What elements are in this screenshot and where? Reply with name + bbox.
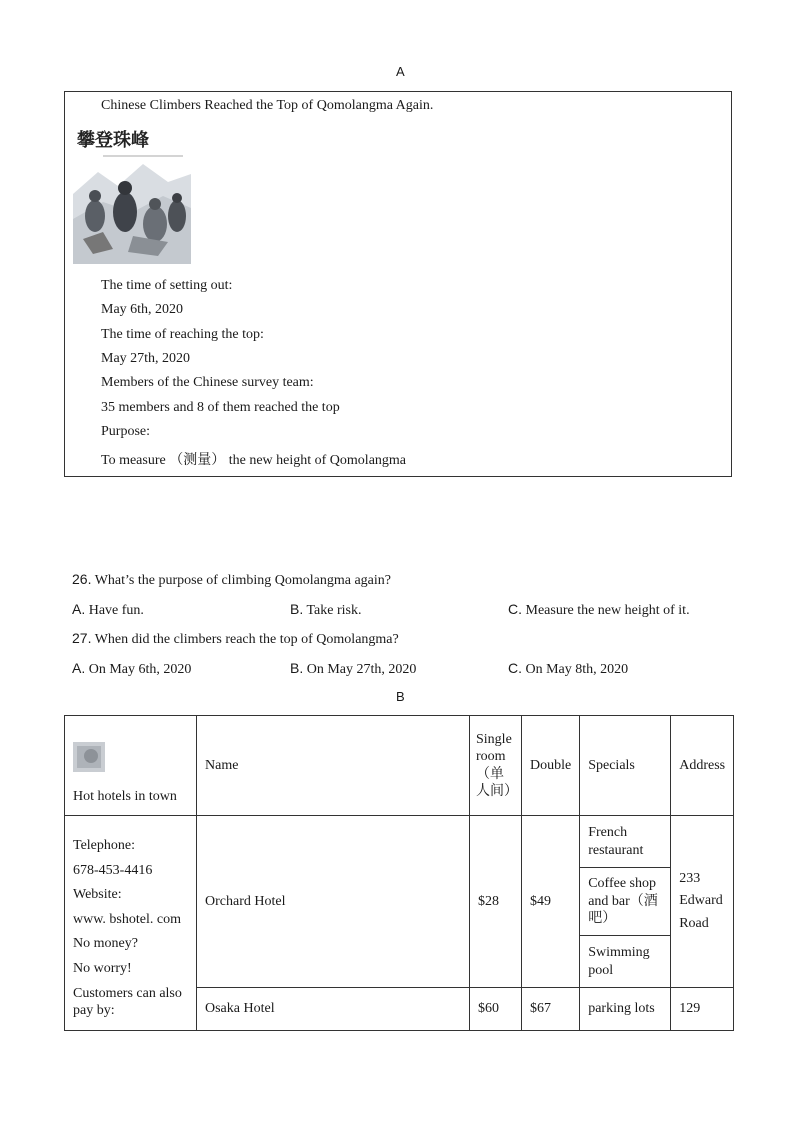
header-hot-hotels-label: Hot hotels in town (73, 788, 177, 804)
q26-option-a[interactable] (72, 601, 144, 619)
contact-cell (65, 816, 197, 1031)
orchard-single-price: $28 (470, 816, 522, 988)
info-line-5: Members of the Chinese survey team: (101, 375, 314, 390)
contact-line-pay-by: Customers can also pay by: (73, 986, 182, 1018)
hotel-table (64, 715, 734, 1031)
section-a-label: A (396, 64, 405, 79)
question-26 (72, 571, 391, 589)
orchard-special-2: Coffee shop and bar（酒吧） (580, 868, 671, 936)
option-letter: B. (290, 660, 304, 676)
option-letter: C. (508, 660, 522, 676)
q26-option-b[interactable] (290, 601, 362, 619)
option-text: On May 27th, 2020 (306, 662, 417, 677)
orchard-address: 233 Edward Road (671, 816, 734, 988)
question-number: 27. (72, 630, 92, 646)
hotel-name-osaka: Osaka Hotel (197, 988, 470, 1031)
info-line-7: Purpose: (101, 424, 150, 439)
contact-line-telephone-label: Telephone: (73, 838, 135, 853)
question-number: 26. (72, 571, 92, 587)
option-text: Measure the new height of it. (525, 603, 690, 618)
option-text: Take risk. (306, 603, 362, 618)
header-name: Name (197, 716, 470, 816)
contact-line-no-worry: No worry! (73, 960, 132, 976)
info-line-6: 35 members and 8 of them reached the top (101, 400, 340, 415)
q27-option-b[interactable] (290, 660, 416, 678)
osaka-single-price: $60 (470, 988, 522, 1031)
table-row (65, 816, 734, 868)
hotel-icon (73, 742, 188, 778)
option-letter: A. (72, 601, 86, 617)
header-hot-hotels (65, 716, 197, 816)
q27-option-a[interactable] (72, 660, 191, 678)
q26-option-c[interactable] (508, 601, 690, 619)
poster-title: 攀登珠峰 (77, 130, 149, 151)
option-letter: A. (72, 660, 86, 676)
osaka-special-1: parking lots (580, 988, 671, 1031)
hotel-name-orchard: Orchard Hotel (197, 816, 470, 988)
info-line-3: The time of reaching the top: (101, 327, 264, 342)
orchard-double-price: $49 (522, 816, 580, 988)
info-line-4: May 27th, 2020 (101, 351, 191, 366)
contact-line-website: www. bshotel. com (73, 911, 181, 927)
osaka-address: 129 (671, 988, 734, 1031)
osaka-double-price: $67 (522, 988, 580, 1031)
climbing-poster-image (73, 124, 203, 266)
hotel-thumbnail-icon (73, 742, 105, 772)
option-text: On May 8th, 2020 (525, 662, 629, 677)
contact-line-website-label: Website: (73, 887, 122, 902)
option-letter: B. (290, 601, 304, 617)
option-letter: C. (508, 601, 522, 617)
info-line-8: To measure （测量） the new height of Qomolangma (101, 453, 407, 468)
section-b-label: B (396, 689, 405, 704)
question-27 (72, 630, 399, 648)
info-line-2: May 6th, 2020 (101, 302, 184, 317)
contact-line-no-money: No money? (73, 936, 138, 951)
q27-option-c[interactable] (508, 660, 628, 678)
question-text: When did the climbers reach the top of Qomolangma? (94, 632, 399, 647)
header-single-room: Single room（单人间） (470, 716, 522, 816)
header-specials: Specials (580, 716, 671, 816)
section-a-box (64, 91, 732, 477)
option-text: On May 6th, 2020 (88, 662, 192, 677)
question-text: What’s the purpose of climbing Qomolangma again? (94, 573, 391, 588)
contact-line-telephone: 678-453-4416 (73, 862, 153, 878)
info-line-1: The time of setting out: (101, 278, 233, 293)
orchard-special-1: French restaurant (580, 816, 671, 868)
header-double: Double (522, 716, 580, 816)
header-address: Address (671, 716, 734, 816)
option-text: Have fun. (88, 603, 144, 618)
table-header-row (65, 716, 734, 816)
orchard-special-3: Swimming pool (580, 936, 671, 988)
climbers-illustration (73, 124, 203, 266)
article-headline: Chinese Climbers Reached the Top of Qomolangma Again. (101, 98, 434, 113)
